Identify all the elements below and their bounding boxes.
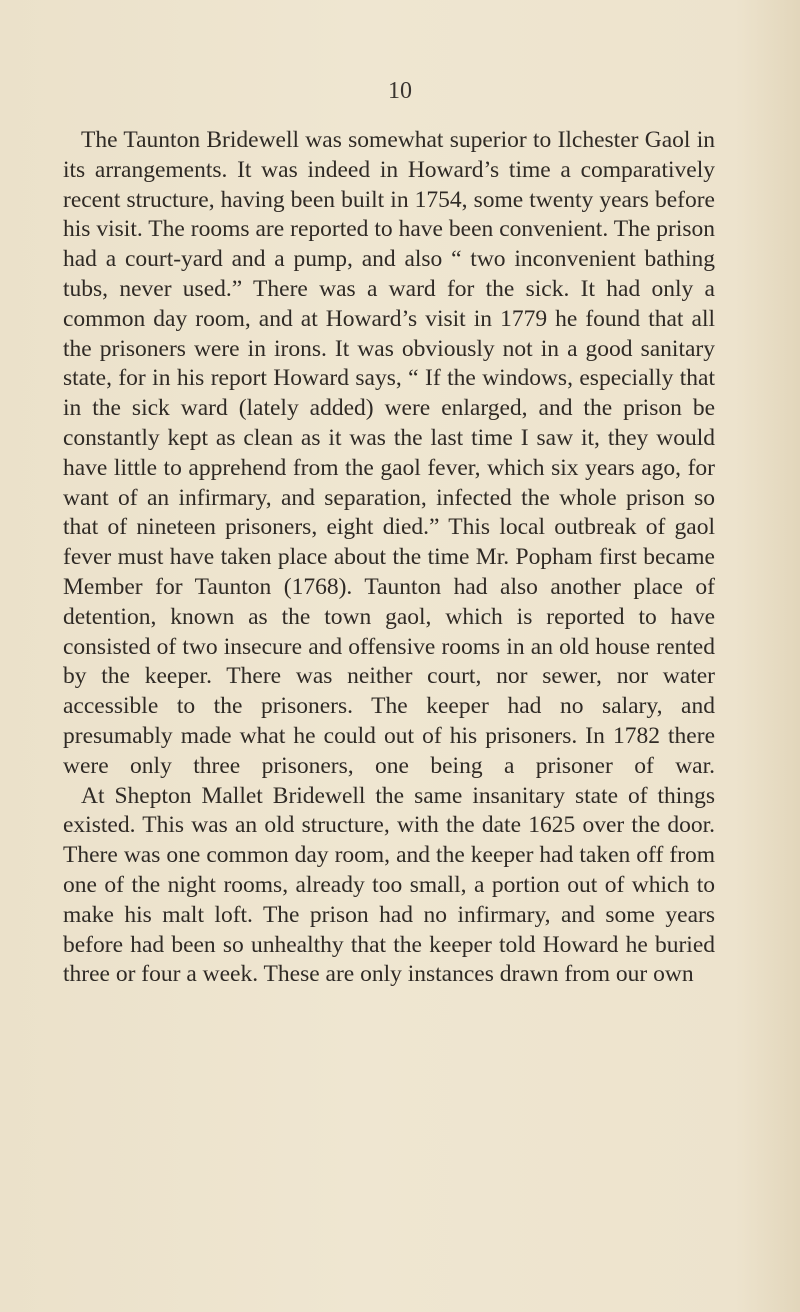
paragraph-shepton-mallet: At Shepton Mallet Bridewell the same insanitary state of things existed. This was an old structure, with the date 1625 over the door. There was one common day room, and the keeper had taken off from one of the night rooms, already too small, a portion out of which to make his malt loft. The prison had no infirmary, and some years before had been so unhealthy that the keeper told Howard he buried three or four a week. These are only instances drawn from our own (63, 782, 715, 988)
paragraph-taunton-bridewell: The Taunton Bridewell was somewhat superior to Ilchester Gaol in its arrangements. It was indeed in Howard’s time a comparatively recent structure, having been built in 1754, some twenty years before his visit. The rooms are reported to have been convenient. The prison had a court-yard and a pump, and also “ two inconvenient bathing tubs, never used.” There was a ward for the sick. It had only a common day room, and at Howard’s visit in 1779 he found that all the prisoners were in irons. It was obviously not in a good sanitary state, for in his report Howard says, “ If the windows, especially that in the sick ward (lately added) were enlarged, and the prison be constantly kept as clean as it was the last time I saw it, they would have little to apprehend from the gaol fever, which six years ago, for want of an infirmary, and separation, infected the whole prison so that of nineteen prisoners, eight died.” This local outbreak of gaol fever must have taken place about the time Mr. Popham first became Member for Taunton (1768). Taunton had also another place of detention, known as the town gaol, which is reported to have consisted of two insecure and offensive rooms in an old house rented by the keeper. There was neither court, nor sewer, nor water accessible to the prisoners. The keeper had no salary, and presumably made what he could out of his prisoners. In 1782 there were only three prisoners, one being a prisoner of war. (63, 127, 715, 779)
page-number: 10 (388, 78, 412, 104)
body-text (63, 126, 715, 990)
